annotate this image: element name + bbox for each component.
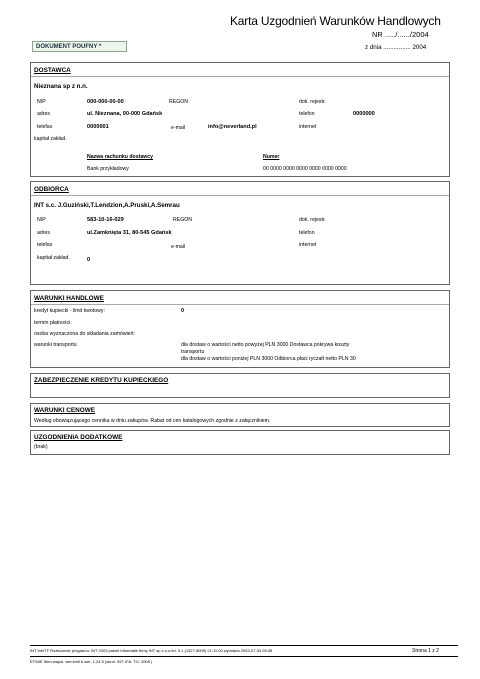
uzgodnienia-title: UZGODNIENIA DODATKOWE	[34, 434, 123, 441]
transport-line-3: dla dostaw o wartości poniżej PLN 3000 Odbiorca płaci ryczałt netto PLN 30	[181, 356, 356, 362]
osoba-label: osoba wyznaczona do składania zamówień:	[34, 331, 135, 337]
odbiorca-section	[30, 181, 450, 285]
dostawca-title: DOSTAWCA	[34, 67, 71, 74]
page-number: Strona 1 z 2	[412, 648, 439, 654]
bank-number-header: Numer	[263, 154, 280, 160]
odbiorca-telefon-label: telefon	[299, 230, 315, 236]
warunki-cenowe-title: WARUNKI CENOWE	[34, 407, 96, 414]
footer-line-1: INT InfoTF Rozliczenie programu: INT 2003 pakiet Informatik firmy INT sp z.o.o.ltd. 3.1 (1327-8009) 21:11:00 wymiana 2003-07-03 09:45	[30, 648, 273, 653]
zabezpieczenie-section	[30, 373, 450, 398]
bank-name-header: Nazwa rachunku dostawcy	[87, 154, 154, 160]
odbiorca-name: INT s.c. J.Guziński,T.Lendzion,A.Pruski,A.Semrau	[34, 202, 180, 209]
warunki-cenowe-text: Według obowiązującego cennika w dniu zakupów. Rabat od cen katalogowych zgodnie z załącznikiem.	[34, 418, 271, 424]
dostawca-kapital-label: kapitał zakład.	[34, 136, 67, 142]
zabezpieczenie-title: ZABEZPIECZENIE KREDYTU KUPIECKIEGO	[34, 377, 169, 384]
confidential-badge: DOKUMENT POUFNY *	[32, 41, 127, 52]
odbiorca-kapital-value: 0	[87, 257, 91, 263]
odbiorca-internet-label: internet	[299, 242, 317, 248]
document-number: NR ...../....../2004	[372, 30, 429, 39]
uzgodnienia-text: (brak)	[34, 444, 48, 450]
dostawca-telefon-value: 0000000	[353, 111, 375, 117]
footer-line-2: ETWIE Ifirm-wapsl. wer.kmll.6 wer. 1.24.5 (skrol. INT. IFA. TO. 2008 )	[30, 659, 153, 664]
dostawca-section	[30, 62, 450, 177]
odbiorca-adres-value: ul.Zamknięta 31, 80-545 Gdańsk	[87, 230, 172, 236]
odbiorca-kapital-label: kapitał zakład.	[37, 255, 70, 261]
odbiorca-telefax-label: telefax	[37, 242, 53, 248]
termin-label: termin płatności:	[34, 320, 72, 326]
dostawca-telefon-label: telefon	[299, 111, 315, 117]
odbiorca-nip-label: NIP	[37, 217, 46, 223]
dostawca-dok-label: dok. rejestr.	[299, 99, 326, 105]
dostawca-nip-value: 000-000-00-00	[87, 99, 124, 105]
kredyt-label: kredyt kupiecki - limit kwotowy:	[34, 308, 105, 314]
dostawca-telefax-label: telefax	[37, 124, 53, 130]
dostawca-nip-label: NIP	[37, 99, 46, 105]
odbiorca-regon-label: REGON	[173, 217, 193, 223]
odbiorca-adres-label: adres	[37, 230, 50, 236]
warunki-handlowe-title: WARUNKI HANDLOWE	[34, 295, 104, 302]
kredyt-value: 0	[181, 308, 185, 314]
odbiorca-email-label: e-mail	[171, 244, 186, 250]
bank-name-value: Bank przykładowy	[87, 166, 129, 172]
odbiorca-nip-value: 583-10-16-029	[87, 217, 124, 223]
dostawca-adres-value: ul. Nieznana, 00-000 Gdańsk	[87, 111, 163, 117]
document-date: z dnia ................ 2004	[365, 44, 427, 51]
dostawca-email-value: info@neverland.pl	[208, 124, 257, 130]
dostawca-regon-label: REGON	[169, 99, 189, 105]
document-title: Karta Uzgodnień Warunków Handlowych	[230, 14, 441, 28]
dostawca-name: Nieznana sp z n.n.	[34, 83, 88, 90]
dostawca-internet-label: internet	[299, 124, 317, 130]
uzgodnienia-section	[30, 430, 450, 455]
odbiorca-dok-label: dok. rejestr.	[299, 217, 326, 223]
transport-line-2: transportu	[181, 349, 205, 355]
dostawca-adres-label: adres	[37, 111, 50, 117]
dostawca-email-label: e-mail	[171, 125, 186, 131]
dostawca-telefax-value: 0000001	[87, 124, 109, 130]
transport-label: warunki transportu	[34, 342, 77, 348]
odbiorca-title: ODBIORCA	[34, 186, 69, 193]
warunki-cenowe-section	[30, 403, 450, 427]
warunki-handlowe-section	[30, 290, 450, 368]
bank-number-value: 00 0000 0000 0000 0000 0000 0000	[263, 166, 347, 172]
transport-line-1: dla dostaw o wartości netto powyżej PLN 3000 Dostawca pokrywa koszty	[181, 342, 350, 348]
